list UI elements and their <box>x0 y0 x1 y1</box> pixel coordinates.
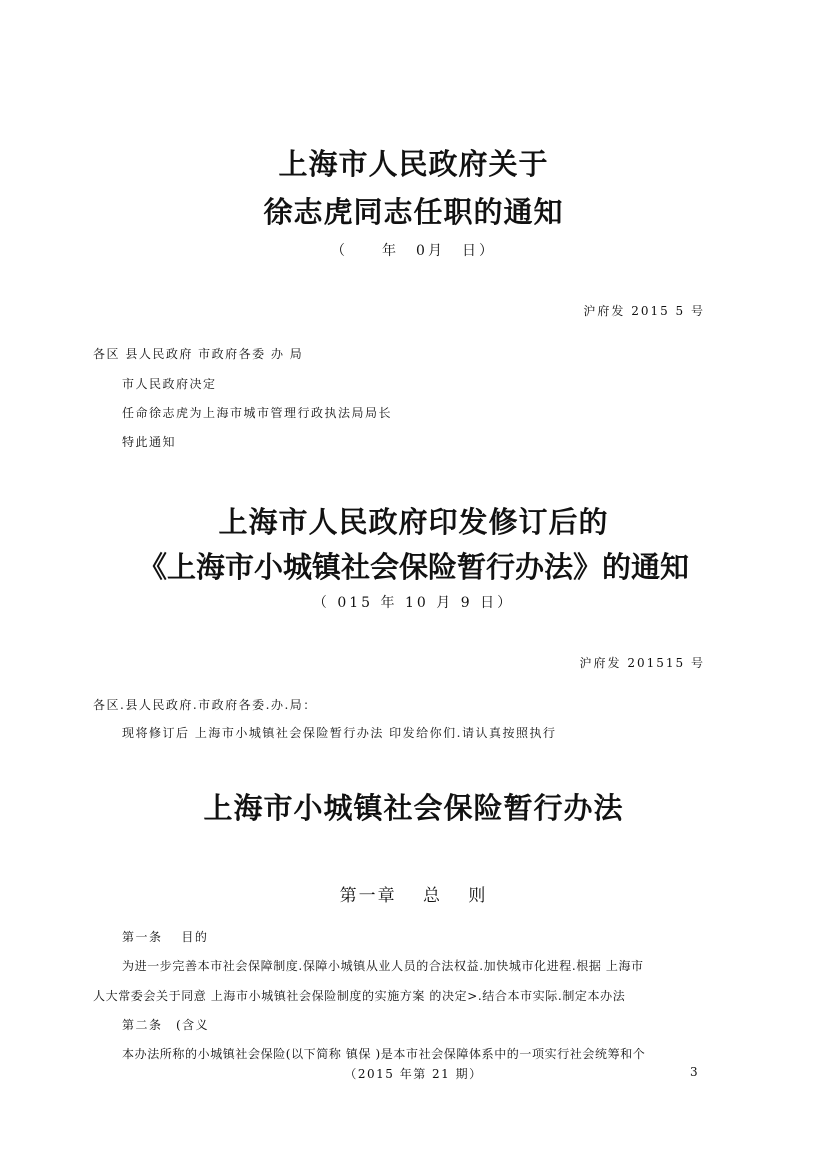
page-number: 3 <box>690 1065 700 1079</box>
notice1-body-line: 特此通知 <box>122 435 177 449</box>
notice1-title-line2: 徐志虎同志任职的通知 <box>263 195 564 229</box>
notice2-doc-number: 沪府发 201515 号 <box>579 656 705 670</box>
notice1-title-line1: 上海市人民政府关于 <box>278 147 549 181</box>
notice1-body-line: 任命徐志虎为上海市城市管理行政执法局局长 <box>122 406 393 420</box>
article2-heading: 第二条 (含义 <box>122 1018 210 1032</box>
article1-text-line: 人大常委会关于同意 上海市小城镇社会保险制度的实施方案 的决定>.结合本市实际.制定本办法 <box>93 989 626 1003</box>
notice2-date: （ 015 年 10 月 9 日） <box>312 595 515 611</box>
notice2-title-line2: 《上海市小城镇社会保险暂行办法》的通知 <box>137 550 689 584</box>
article2-text-line: 本办法所称的小城镇社会保险(以下简称 镇保 )是本市社会保障体系中的一项实行社会统筹和个 <box>122 1047 646 1061</box>
notice2-body: 现将修订后 上海市小城镇社会保险暂行办法 印发给你们.请认真按照执行 <box>122 726 557 740</box>
notice1-doc-number: 沪府发 2015 5 号 <box>583 304 705 318</box>
notice1-date: （ 年 0月 日） <box>331 243 496 259</box>
regulation-title: 上海市小城镇社会保险暂行办法 <box>203 791 624 825</box>
article1-text-line: 为进一步完善本市社会保障制度.保障小城镇从业人员的合法权益.加快城市化进程.根据 上海市 <box>122 959 644 973</box>
notice2-recipients: 各区.县人民政府.市政府各委.办.局： <box>93 698 317 712</box>
article1-heading: 第一条 目的 <box>122 930 209 944</box>
notice2-title-line1: 上海市人民政府印发修订后的 <box>218 505 609 539</box>
notice1-recipients: 各区 县人民政府 市政府各委 办 局 <box>93 347 304 361</box>
chapter-heading: 第一章 总 则 <box>339 886 488 906</box>
issue-footer: （2015 年第 21 期） <box>344 1067 483 1081</box>
notice1-body-line: 市人民政府决定 <box>122 377 217 391</box>
